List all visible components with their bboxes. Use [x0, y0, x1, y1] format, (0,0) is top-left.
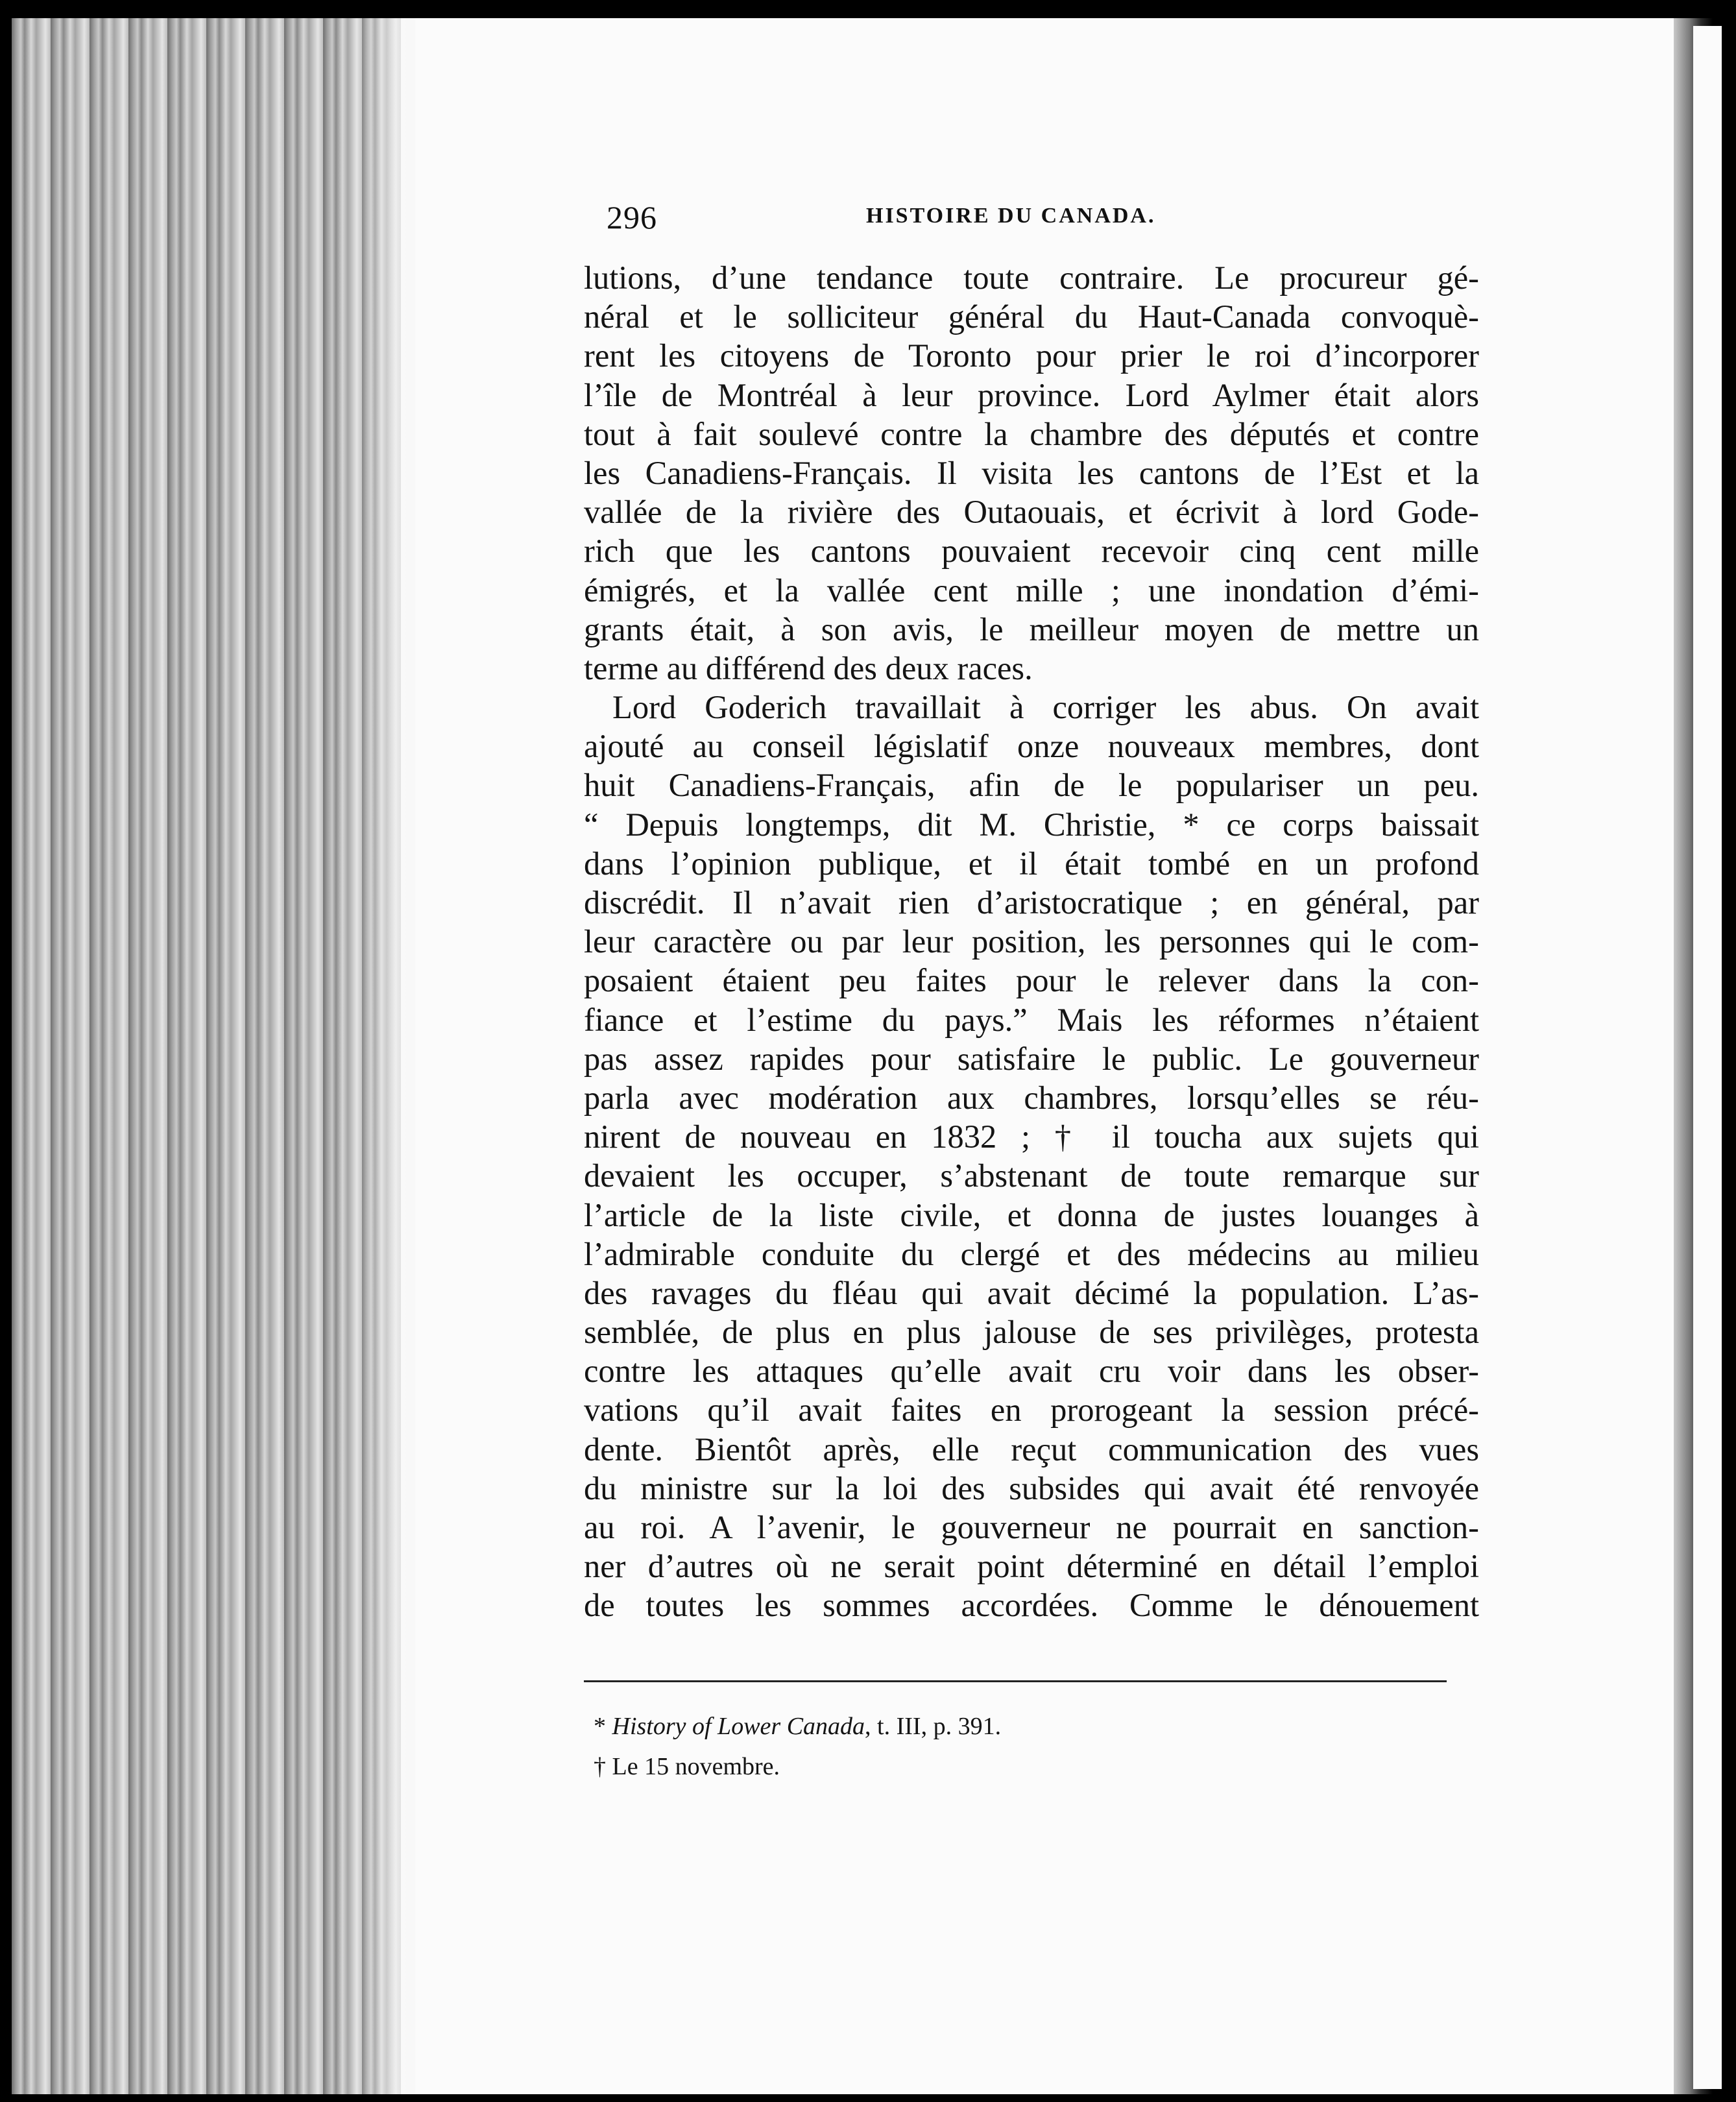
text-line: dente. Bientôt après, elle reçut communication des vues — [584, 1431, 1479, 1468]
text-line: devaient les occuper, s’abstenant de toute remarque sur — [584, 1157, 1479, 1194]
text-line: néral et le solliciteur général du Haut-Canada convoquè- — [584, 298, 1479, 335]
footnote-1-title: History of Lower Canada — [612, 1713, 865, 1740]
footnote-1 — [594, 1706, 1450, 1746]
text-line: posaient étaient peu faites pour le relever dans la con- — [584, 962, 1479, 999]
running-title: HISTOIRE DU CANADA. — [866, 204, 1156, 228]
text-line: de toutes les sommes accordées. Comme le dénouement — [584, 1587, 1479, 1624]
text-line: vallée de la rivière des Outaouais, et écrivit à lord Gode- — [584, 494, 1479, 531]
text-line: parla avec modération aux chambres, lorsqu’elles se réu- — [584, 1079, 1479, 1116]
text-line: au roi. A l’avenir, le gouverneur ne pourrait en sanction- — [584, 1509, 1479, 1545]
footnote-1-rest: , t. III, p. 391. — [865, 1713, 1002, 1740]
text-line: ajouté au conseil législatif onze nouveaux membres, dont — [584, 728, 1479, 765]
text-line: l’article de la liste civile, et donna de justes louanges à — [584, 1196, 1479, 1233]
text-line: rent les citoyens de Toronto pour prier le roi d’incorporer — [584, 337, 1479, 374]
text-line: des ravages du fléau qui avait décimé la population. L’as- — [584, 1274, 1479, 1311]
text-line: rich que les cantons pouvaient recevoir cinq cent mille — [584, 533, 1479, 570]
book-page-edges — [12, 18, 401, 2094]
right-page-sliver — [1693, 26, 1722, 2089]
text-line: l’admirable conduite du clergé et des médecins au milieu — [584, 1235, 1479, 1272]
text-line: du ministre sur la loi des subsides qui avait été renvoyée — [584, 1469, 1479, 1506]
footnotes — [594, 1706, 1450, 1787]
text-line: Lord Goderich travaillait à corriger les abus. On avait — [612, 689, 1479, 726]
running-head — [607, 195, 1456, 240]
text-line: grants était, à son avis, le meilleur moyen de mettre un — [584, 610, 1479, 647]
text-line: les Canadiens-Français. Il visita les cantons de l’Est et la — [584, 454, 1479, 491]
text-line: ner d’autres où ne serait point déterminé en détail l’emploi — [584, 1548, 1479, 1585]
text-line: “ Depuis longtemps, dit M. Christie, * ce corps baissait — [584, 806, 1479, 843]
body-text — [584, 258, 1479, 1625]
text-line: vations qu’il avait faites en prorogeant la session précé- — [584, 1392, 1479, 1429]
text-line: discrédit. Il n’avait rien d’aristocratique ; en général, par — [584, 884, 1479, 921]
footnote-rule — [584, 1680, 1447, 1682]
text-line: fiance et l’estime du pays.” Mais les réformes n’étaient — [584, 1001, 1479, 1038]
text-line: tout à fait soulevé contre la chambre des députés et contre — [584, 415, 1479, 452]
page-number: 296 — [607, 199, 657, 236]
text-line: dans l’opinion publique, et il était tombé en un profond — [584, 845, 1479, 882]
text-line: terme au différend des deux races. — [584, 649, 1033, 686]
text-line: semblée, de plus en plus jalouse de ses privilèges, protesta — [584, 1314, 1479, 1351]
text-line: l’île de Montréal à leur province. Lord Aylmer était alors — [584, 376, 1479, 413]
text-line: émigrés, et la vallée cent mille ; une inondation d’émi- — [584, 572, 1479, 609]
text-line: nirent de nouveau en 1832 ; † il toucha aux sujets qui — [584, 1118, 1479, 1155]
footnote-2: † Le 15 novembre. — [594, 1753, 780, 1780]
footnote-1-marker: * — [594, 1713, 606, 1740]
text-line: leur caractère ou par leur position, les personnes qui le com- — [584, 923, 1479, 960]
text-line: pas assez rapides pour satisfaire le public. Le gouverneur — [584, 1040, 1479, 1077]
text-line: huit Canadiens-Français, afin de le populariser un peu. — [584, 767, 1479, 804]
text-line: lutions, d’une tendance toute contraire. Le procureur gé- — [584, 260, 1479, 296]
text-line: contre les attaques qu’elle avait cru voir dans les obser- — [584, 1353, 1479, 1390]
